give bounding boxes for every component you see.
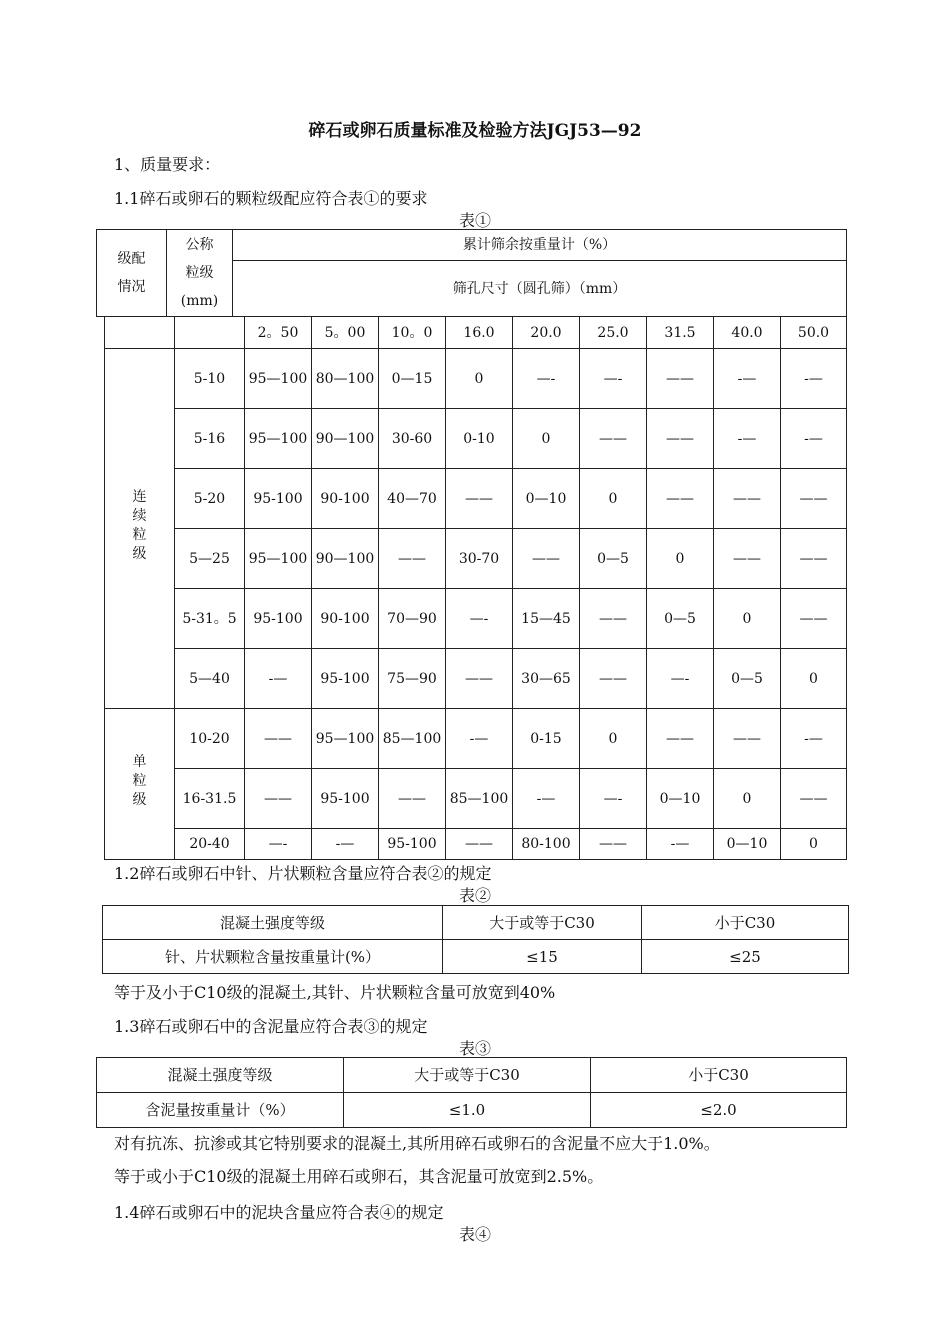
size-cell: 5-31。5 bbox=[175, 589, 245, 649]
value-cell: —— bbox=[513, 529, 580, 589]
size-cell: 10-20 bbox=[175, 709, 245, 769]
group-single: 单粒级 bbox=[105, 709, 175, 860]
value-cell: -— bbox=[714, 409, 781, 469]
table-row bbox=[105, 709, 847, 769]
sieve-label: 31.5 bbox=[647, 317, 714, 349]
value-cell: 30—65 bbox=[513, 649, 580, 709]
value-cell: 95—100 bbox=[312, 709, 379, 769]
t2-row-label: 针、片状颗粒含量按重量计(%） bbox=[103, 940, 443, 974]
value-cell: 85—100 bbox=[446, 769, 513, 829]
value-cell: —— bbox=[379, 769, 446, 829]
size-cell: 20-40 bbox=[175, 829, 245, 860]
value-cell: —— bbox=[647, 709, 714, 769]
sieve-label: 20.0 bbox=[513, 317, 580, 349]
value-cell: —— bbox=[446, 649, 513, 709]
value-cell: 0-10 bbox=[446, 409, 513, 469]
page-title: 碎石或卵石质量标准及检验方法JGJ53—92 bbox=[308, 121, 642, 141]
value-cell: 0 bbox=[714, 589, 781, 649]
value-cell: —- bbox=[446, 589, 513, 649]
value-cell: —- bbox=[513, 349, 580, 409]
value-cell: 30-70 bbox=[446, 529, 513, 589]
table-1-caption: 表① bbox=[458, 211, 491, 230]
value-cell: 90-100 bbox=[312, 589, 379, 649]
t3-header-ge-c30: 大于或等于C30 bbox=[344, 1058, 591, 1093]
value-cell: —— bbox=[245, 709, 312, 769]
value-cell: 0 bbox=[781, 649, 847, 709]
value-cell: 0-15 bbox=[513, 709, 580, 769]
value-cell: —— bbox=[714, 529, 781, 589]
t3-value-lt-c30: ≤2.0 bbox=[591, 1093, 847, 1128]
value-cell: —- bbox=[580, 769, 647, 829]
table-2-note: 等于及小于C10级的混凝土,其针、片状颗粒含量可放宽到40% bbox=[114, 983, 556, 1002]
value-cell: 90—100 bbox=[312, 529, 379, 589]
sieve-label: 10。0 bbox=[379, 317, 446, 349]
header-nominal-size: 公称 粒级 (mm) bbox=[167, 230, 233, 317]
value-cell: 80—100 bbox=[312, 349, 379, 409]
value-cell: —— bbox=[580, 589, 647, 649]
sieve-label: 50.0 bbox=[781, 317, 847, 349]
value-cell: —— bbox=[714, 709, 781, 769]
table-row bbox=[105, 469, 847, 529]
value-cell: -— bbox=[781, 409, 847, 469]
group-continuous: 连续粒级 bbox=[105, 349, 175, 709]
table-row bbox=[105, 649, 847, 709]
table-1-body bbox=[104, 316, 847, 860]
section-1-2-text: 1.2碎石或卵石中针、片状颗粒含量应符合表②的规定 bbox=[114, 864, 492, 883]
table-3-note-a: 对有抗冻、抗渗或其它特别要求的混凝土,其所用碎石或卵石的含泥量不应大于1.0%。 bbox=[114, 1134, 720, 1153]
table-3-caption: 表③ bbox=[458, 1039, 491, 1058]
t2-value-ge-c30: ≤15 bbox=[443, 940, 642, 974]
value-cell: 0—10 bbox=[513, 469, 580, 529]
value-cell: 0—10 bbox=[714, 829, 781, 860]
value-cell: 0—5 bbox=[714, 649, 781, 709]
value-cell: —— bbox=[781, 589, 847, 649]
size-cell: 5—40 bbox=[175, 649, 245, 709]
value-cell: —— bbox=[446, 829, 513, 860]
value-cell: -— bbox=[446, 709, 513, 769]
t3-header-lt-c30: 小于C30 bbox=[591, 1058, 847, 1093]
value-cell: 90-100 bbox=[312, 469, 379, 529]
header-grading: 级配情况 bbox=[97, 230, 167, 317]
value-cell: -— bbox=[781, 349, 847, 409]
table-4-caption: 表④ bbox=[458, 1225, 491, 1244]
value-cell: 95-100 bbox=[312, 649, 379, 709]
value-cell: -— bbox=[781, 709, 847, 769]
value-cell: —— bbox=[580, 649, 647, 709]
value-cell: 0 bbox=[714, 769, 781, 829]
table-row bbox=[105, 589, 847, 649]
size-cell: 5—25 bbox=[175, 529, 245, 589]
value-cell: —— bbox=[245, 769, 312, 829]
table-2 bbox=[102, 905, 849, 974]
value-cell: 0 bbox=[647, 529, 714, 589]
t3-row-label: 含泥量按重量计（%） bbox=[97, 1093, 344, 1128]
value-cell: —- bbox=[647, 649, 714, 709]
t3-value-ge-c30: ≤1.0 bbox=[344, 1093, 591, 1128]
table-row bbox=[105, 409, 847, 469]
value-cell: 0 bbox=[513, 409, 580, 469]
value-cell: —— bbox=[580, 409, 647, 469]
value-cell: 0 bbox=[446, 349, 513, 409]
value-cell: 40—70 bbox=[379, 469, 446, 529]
value-cell: 80-100 bbox=[513, 829, 580, 860]
sieve-label: 16.0 bbox=[446, 317, 513, 349]
t2-header-ge-c30: 大于或等于C30 bbox=[443, 906, 642, 940]
table-row bbox=[105, 829, 847, 860]
value-cell: 95—100 bbox=[245, 409, 312, 469]
value-cell: —— bbox=[714, 469, 781, 529]
value-cell: —— bbox=[446, 469, 513, 529]
value-cell: —- bbox=[245, 829, 312, 860]
value-cell: —— bbox=[781, 769, 847, 829]
section-1-3-text: 1.3碎石或卵石中的含泥量应符合表③的规定 bbox=[114, 1017, 428, 1036]
value-cell: 75—90 bbox=[379, 649, 446, 709]
table-row bbox=[105, 349, 847, 409]
t2-header-lt-c30: 小于C30 bbox=[642, 906, 849, 940]
header-cumulative: 累计筛余按重量计（%） bbox=[233, 230, 847, 261]
value-cell: 95-100 bbox=[379, 829, 446, 860]
value-cell: —— bbox=[647, 469, 714, 529]
value-cell: 0—5 bbox=[580, 529, 647, 589]
size-cell: 5-20 bbox=[175, 469, 245, 529]
value-cell: 0 bbox=[580, 469, 647, 529]
size-cell: 5-10 bbox=[175, 349, 245, 409]
value-cell: —— bbox=[647, 349, 714, 409]
t2-value-lt-c30: ≤25 bbox=[642, 940, 849, 974]
value-cell: 0 bbox=[580, 709, 647, 769]
size-cell: 5-16 bbox=[175, 409, 245, 469]
t2-header-grade: 混凝土强度等级 bbox=[103, 906, 443, 940]
value-cell: 0—15 bbox=[379, 349, 446, 409]
value-cell: 90—100 bbox=[312, 409, 379, 469]
value-cell: 95-100 bbox=[245, 469, 312, 529]
sieve-row bbox=[105, 317, 847, 349]
table-1-header bbox=[96, 229, 847, 317]
value-cell: 95—100 bbox=[245, 349, 312, 409]
value-cell: 0—5 bbox=[647, 589, 714, 649]
value-cell: -— bbox=[245, 649, 312, 709]
header-sieve-size: 筛孔尺寸（圆孔筛）（mm） bbox=[233, 261, 847, 317]
value-cell: 15—45 bbox=[513, 589, 580, 649]
value-cell: -— bbox=[714, 349, 781, 409]
value-cell: —— bbox=[647, 409, 714, 469]
value-cell: 95-100 bbox=[312, 769, 379, 829]
section-1-1-text: 1.1碎石或卵石的颗粒级配应符合表①的要求 bbox=[114, 189, 428, 208]
value-cell: 0 bbox=[781, 829, 847, 860]
value-cell: 95—100 bbox=[245, 529, 312, 589]
table-row bbox=[105, 769, 847, 829]
value-cell: 30-60 bbox=[379, 409, 446, 469]
size-cell: 16-31.5 bbox=[175, 769, 245, 829]
value-cell: -— bbox=[312, 829, 379, 860]
value-cell: —- bbox=[580, 349, 647, 409]
table-3-note-b: 等于或小于C10级的混凝土用碎石或卵石，其含泥量可放宽到2.5%。 bbox=[114, 1167, 604, 1186]
value-cell: -— bbox=[647, 829, 714, 860]
sieve-label: 40.0 bbox=[714, 317, 781, 349]
sieve-label: 2。50 bbox=[245, 317, 312, 349]
section-1-4-text: 1.4碎石或卵石中的泥块含量应符合表④的规定 bbox=[114, 1203, 444, 1222]
value-cell: —— bbox=[781, 469, 847, 529]
sieve-label: 5。00 bbox=[312, 317, 379, 349]
table-2-caption: 表② bbox=[458, 886, 491, 905]
table-row bbox=[105, 529, 847, 589]
table-3 bbox=[96, 1057, 847, 1128]
value-cell: 85—100 bbox=[379, 709, 446, 769]
value-cell: 95-100 bbox=[245, 589, 312, 649]
value-cell: —— bbox=[781, 529, 847, 589]
value-cell: -— bbox=[513, 769, 580, 829]
value-cell: 70—90 bbox=[379, 589, 446, 649]
sieve-label: 25.0 bbox=[580, 317, 647, 349]
section-1-heading: 1、质量要求： bbox=[114, 155, 221, 174]
value-cell: 0—10 bbox=[647, 769, 714, 829]
t3-header-grade: 混凝土强度等级 bbox=[97, 1058, 344, 1093]
value-cell: —— bbox=[379, 529, 446, 589]
value-cell: —— bbox=[580, 829, 647, 860]
